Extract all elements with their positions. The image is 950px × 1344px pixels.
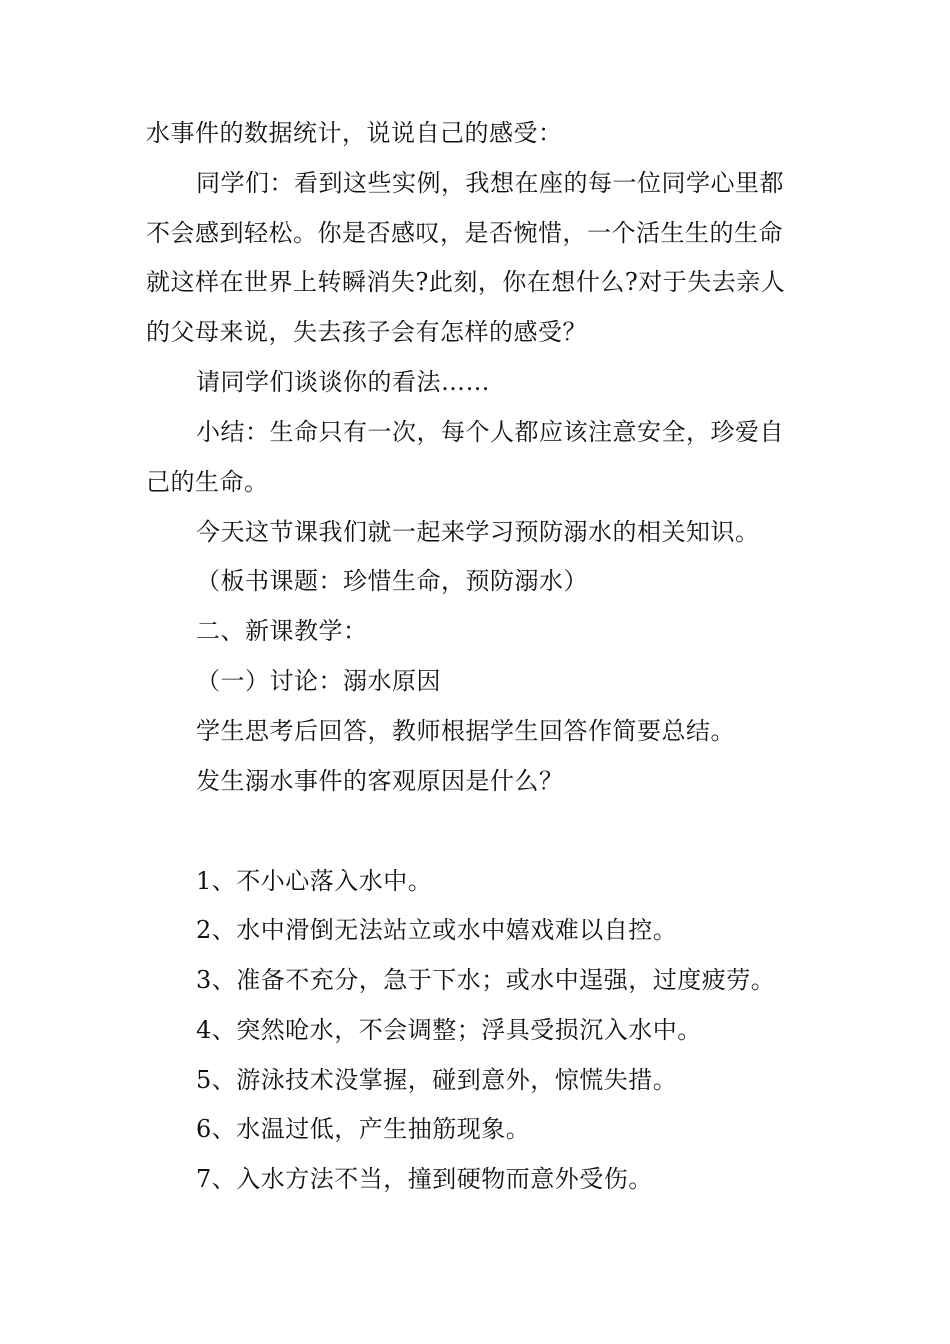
paragraph-line: 请同学们谈谈你的看法…… xyxy=(196,368,490,396)
list-item: 5、游泳技术没掌握，碰到意外，惊慌失措。 xyxy=(196,1066,678,1094)
list-item: 2、水中滑倒无法站立或水中嬉戏难以自控。 xyxy=(196,916,678,944)
paragraph-line: 小结：生命只有一次，每个人都应该注意安全，珍爱自 xyxy=(196,418,784,446)
paragraph-line: 不会感到轻松。你是否感叹，是否惋惜，一个活生生的生命 xyxy=(146,219,783,247)
list-item: 7、入水方法不当，撞到硬物而意外受伤。 xyxy=(196,1165,653,1193)
paragraph-line: 今天这节课我们就一起来学习预防溺水的相关知识。 xyxy=(196,518,760,546)
list-item: 6、水温过低，产生抽筋现象。 xyxy=(196,1115,531,1143)
list-item: 1、不小心落入水中。 xyxy=(196,867,433,895)
paragraph-line: 学生思考后回答，教师根据学生回答作简要总结。 xyxy=(196,717,735,745)
list-item: 3、准备不充分，急于下水；或水中逞强，过度疲劳。 xyxy=(196,966,776,994)
board-title-line: （板书课题：珍惜生命，预防溺水） xyxy=(196,567,588,595)
list-item: 4、突然呛水，不会调整；浮具受损沉入水中。 xyxy=(196,1016,702,1044)
paragraph-line: 水事件的数据统计，说说自己的感受： xyxy=(146,119,563,147)
subsection-heading: （一）讨论：溺水原因 xyxy=(196,667,441,695)
section-heading: 二、新课教学： xyxy=(196,617,368,645)
question-line: 发生溺水事件的客观原因是什么？ xyxy=(196,767,564,795)
paragraph-line: 己的生命。 xyxy=(146,468,269,496)
paragraph-line: 的父母来说，失去孩子会有怎样的感受？ xyxy=(146,318,587,346)
paragraph-line: 同学们：看到这些实例，我想在座的每一位同学心里都 xyxy=(196,169,784,197)
paragraph-line: 就这样在世界上转瞬消失?此刻，你在想什么?对于失去亲人 xyxy=(146,268,786,296)
